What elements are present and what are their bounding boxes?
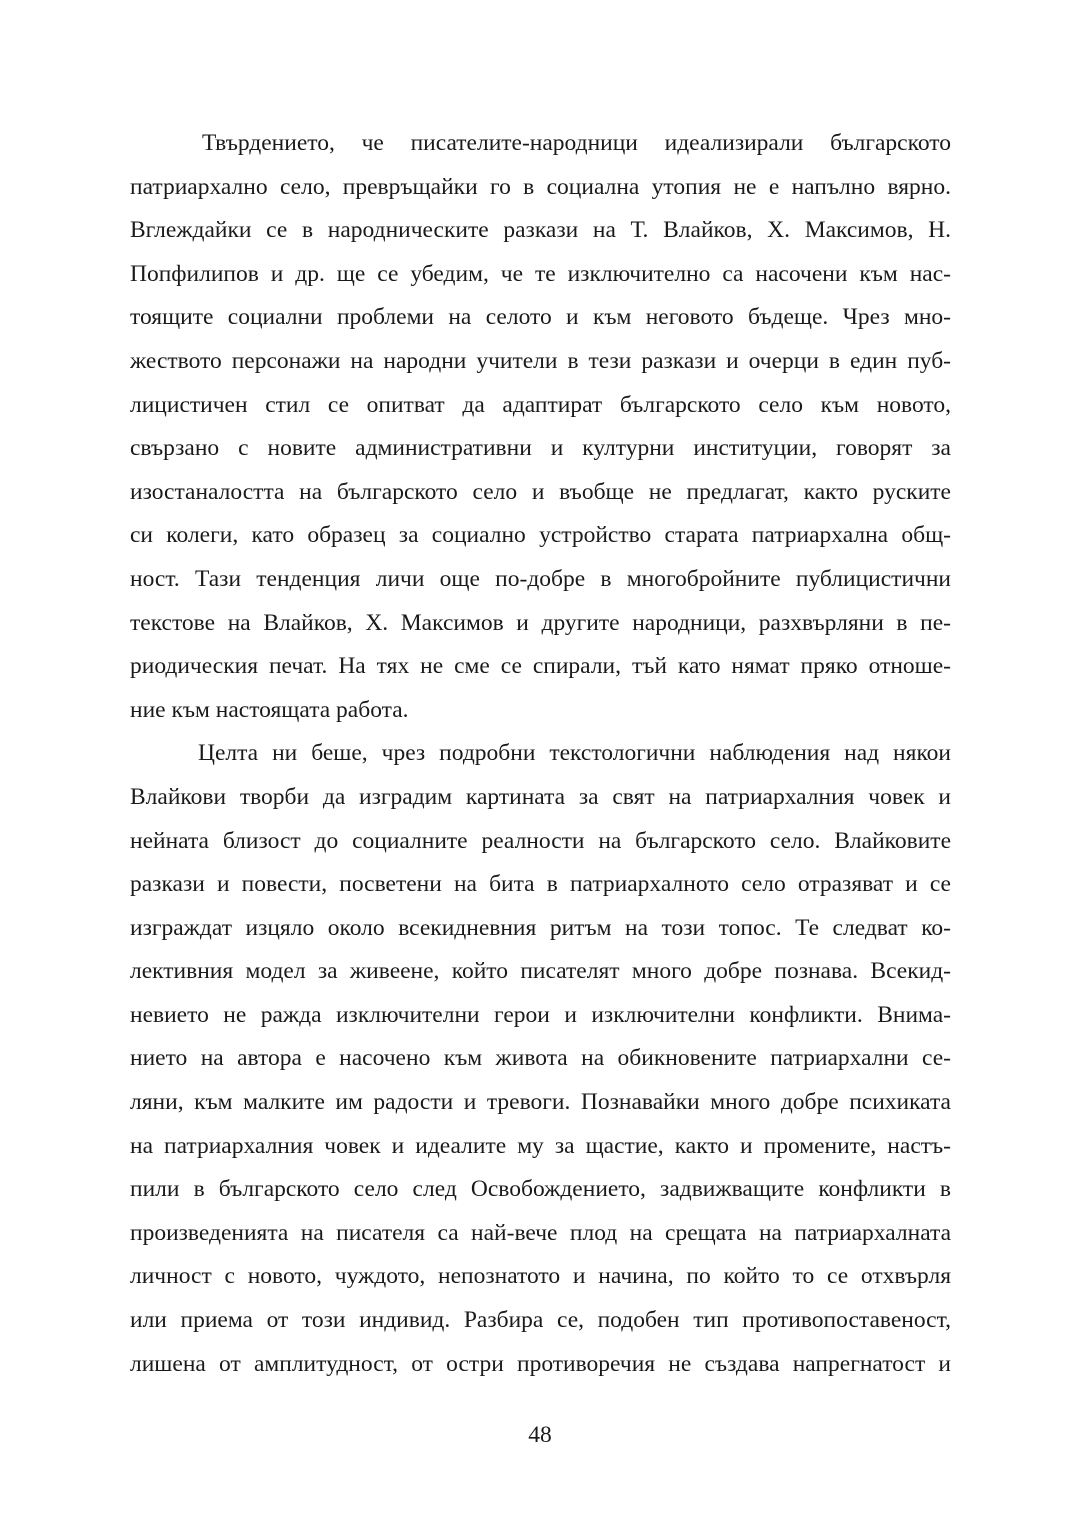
text-line: текстове на Влайков, Х. Максимов и другите народници, разхвърляни в пе-	[130, 609, 951, 636]
paragraph-2	[130, 732, 951, 1386]
text-line: жеството персонажи на народни учители в тези разкази и очерци в един пуб-	[130, 347, 951, 374]
text-line: си колеги, като образец за социално устройство старата патриархална общ-	[130, 522, 951, 549]
text-line: Твърдението, че писателите-народници идеализирали българското	[202, 130, 951, 156]
text-line: патриархално село, превръщайки го в социална утопия не е напълно вярно.	[130, 173, 951, 200]
paragraph-1	[130, 122, 951, 732]
text-line: ност. Тази тенденция личи още по-добре в многобройните публицистични	[130, 565, 951, 592]
text-line: личност с новото, чуждото, непознатото и начина, по който то се отхвърля	[130, 1263, 951, 1290]
text-line: Вглеждайки се в народническите разкази на Т. Влайков, Х. Максимов, Н.	[130, 217, 951, 244]
text-line: Целта ни беше, чрез подробни текстологични наблюдения над някои	[198, 740, 951, 767]
text-line: на патриархалния човек и идеалите му за щастие, както и промените, настъ-	[130, 1132, 951, 1159]
text-line: или приема от този индивид. Разбира се, подобен тип противопоставеност,	[130, 1307, 951, 1334]
text-line: нейната близост до социалните реалности на българското село. Влайковите	[130, 827, 951, 854]
text-line: произведенията на писателя са най-вече плод на срещата на патриархалната	[130, 1219, 951, 1246]
text-line: нието на автора е насочено към живота на обикновените патриархални се-	[130, 1045, 951, 1072]
text-line: невието не ражда изключителни герои и изключителни конфликти. Внима-	[130, 1001, 951, 1028]
text-line: лективния модел за живеене, който писателят много добре познава. Всекид-	[130, 958, 951, 985]
text-line: пили в българското село след Освобождението, задвижващите конфликти в	[130, 1176, 951, 1203]
body-text	[130, 122, 951, 1386]
text-line: Попфилипов и др. ще се убедим, че те изключително са насочени към нас-	[130, 260, 951, 287]
page-number: 48	[528, 1422, 552, 1448]
text-line: лишена от амплитудност, от остри противоречия не създава напрегнатост и	[130, 1350, 951, 1377]
text-line: ние към настоящата работа.	[130, 696, 409, 723]
text-line: лицистичен стил се опитват да адаптират българското село към новото,	[130, 391, 951, 418]
text-line: разкази и повести, посветени на бита в патриархалното село отразяват и се	[130, 871, 951, 898]
text-line: ляни, към малките им радости и тревоги. Познавайки много добре психиката	[130, 1089, 951, 1116]
text-line: тоящите социални проблеми на селото и към неговото бъдеще. Чрез мно-	[130, 304, 951, 331]
text-line: свързано с новите административни и културни институции, говорят за	[130, 435, 951, 462]
text-line: риодическия печат. На тях не сме се спирали, тъй като нямат пряко отноше-	[130, 653, 951, 680]
text-line: изостаналостта на българското село и въобще не предлагат, както руските	[130, 478, 951, 505]
text-line: изграждат изцяло около всекидневния ритъм на този топос. Те следват ко-	[130, 914, 951, 941]
text-line: Влайкови творби да изградим картината за свят на патриархалния човек и	[130, 783, 951, 810]
